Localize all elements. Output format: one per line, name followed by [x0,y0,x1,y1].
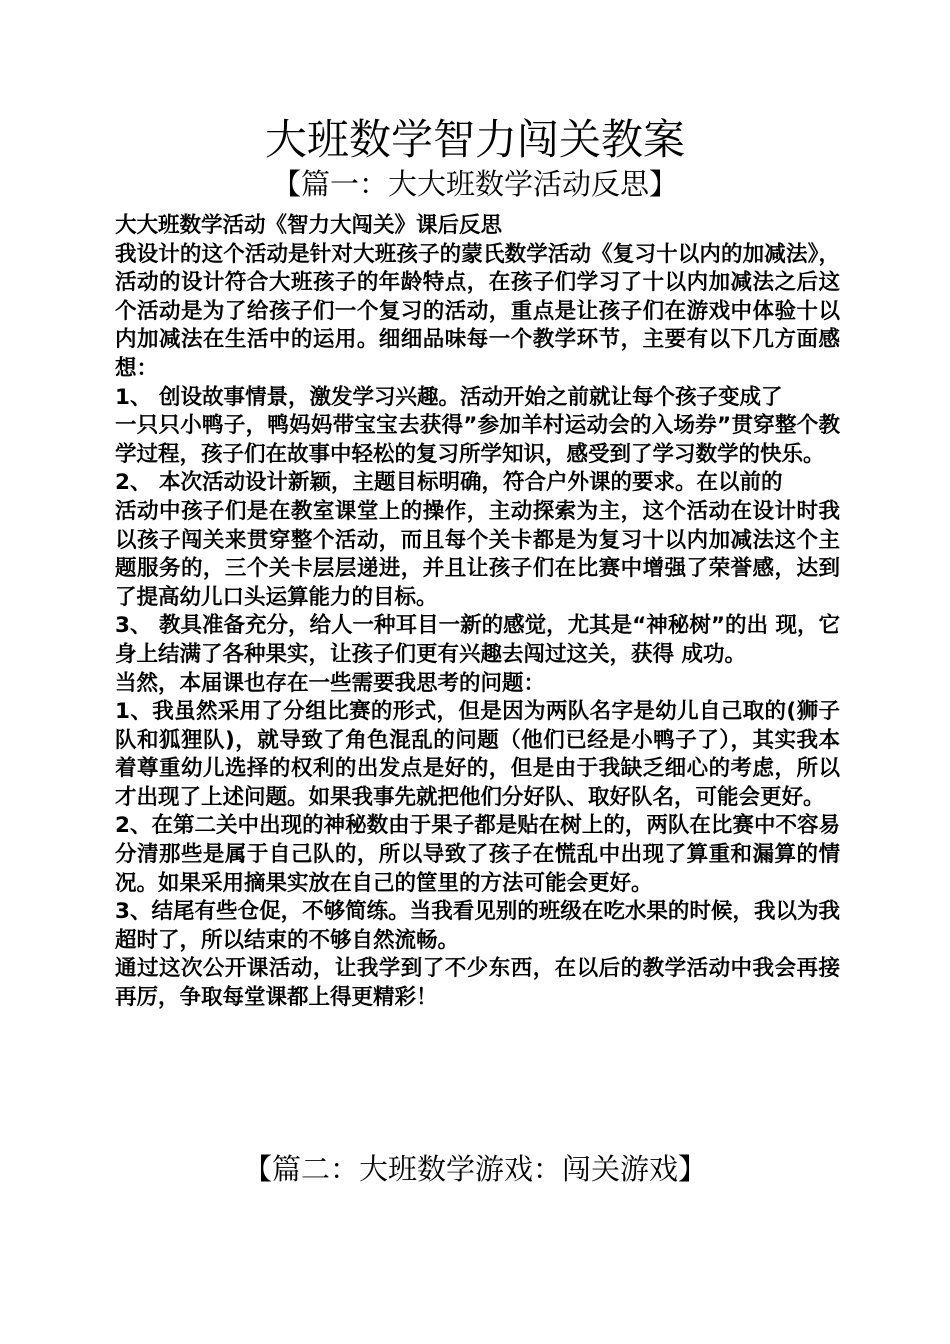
section-heading-1: 【篇一：大大班数学活动反思】 [271,167,678,201]
paragraph: 1、我虽然采用了分组比赛的形式，但是因为两队名字是幼儿自己取的(狮子队和狐狸队)，就导致了角色混乱的问题（他们已经是小鸭子了），其实我本着尊重幼儿选择的权利的出发点是好的，但是由于我缺乏细心的考虑，所以才出现了上述问题。如果我事先就把他们分好队、取好队名，可能会更好。 [115,699,840,810]
article-body [115,212,840,1013]
paragraph: 我设计的这个活动是针对大班孩子的蒙氏数学活动《复习十以内的加减法》，活动的设计符合大班孩子的年龄特点，在孩子们学习了十以内加减法之后这个活动是为了给孩子们一个复习的活动，重点是让孩子们在游戏中体验十以内加减法在生活中的运用。细细品味每一个教学环节，主要有以下几方面感想： [115,241,840,381]
paragraph: 一只只小鸭子，鸭妈妈带宝宝去获得”参加羊村运动会的入场券”贯穿整个教学过程，孩子们在故事中轻松的复习所学知识，感受到了学习数学的快乐。 [115,413,840,467]
article-subtitle: 大大班数学活动《智力大闯关》课后反思 [115,213,503,238]
paragraph: 当然，本届课也存在一些需要我思考的问题： [115,670,546,696]
paragraph: 1、 创设故事情景，激发学习兴趣。活动开始之前就让每个孩子变成了 [115,384,783,410]
paragraph: 3、结尾有些仓促，不够简练。当我看见别的班级在吃水果的时候，我以为我超时了，所以结束的不够自然流畅。 [115,899,840,953]
paragraph: 2、在第二关中出现的神秘数由于果子都是贴在树上的，两队在比赛中不容易分清那些是属于自己队的，所以导致了孩子在慌乱中出现了算重和漏算的情况。如果采用摘果实放在自己的筐里的方法可能会更好。 [115,813,840,896]
paragraph: 活动中孩子们是在教室课堂上的操作，主动探索为主，这个活动在设计时我以孩子闯关来贯穿整个活动，而且每个关卡都是为复习十以内加减法这个主题服务的，三个关卡层层递进，并且让孩子们在比赛中增强了荣誉感，达到了提高幼儿口头运算能力的目标。 [115,498,840,610]
section-heading-2: 【篇二：大班数学游戏：闯关游戏】 [242,1152,707,1186]
paragraph: 3、 教具准备充分，给人一种耳目一新的感觉，尤其是“神秘树”的出 现，它身上结满了各种果实，让孩子们更有兴趣去闯过这关，获得 成功。 [115,613,840,667]
paragraph: 2、 本次活动设计新颖，主题目标明确，符合户外课的要求。在以前的 [115,470,783,496]
document-title: 大班数学智力闯关教案 [264,115,685,164]
paragraph: 通过这次公开课活动，让我学到了不少东西，在以后的教学活动中我会再接再厉，争取每堂课都上得更精彩！ [115,956,840,1011]
